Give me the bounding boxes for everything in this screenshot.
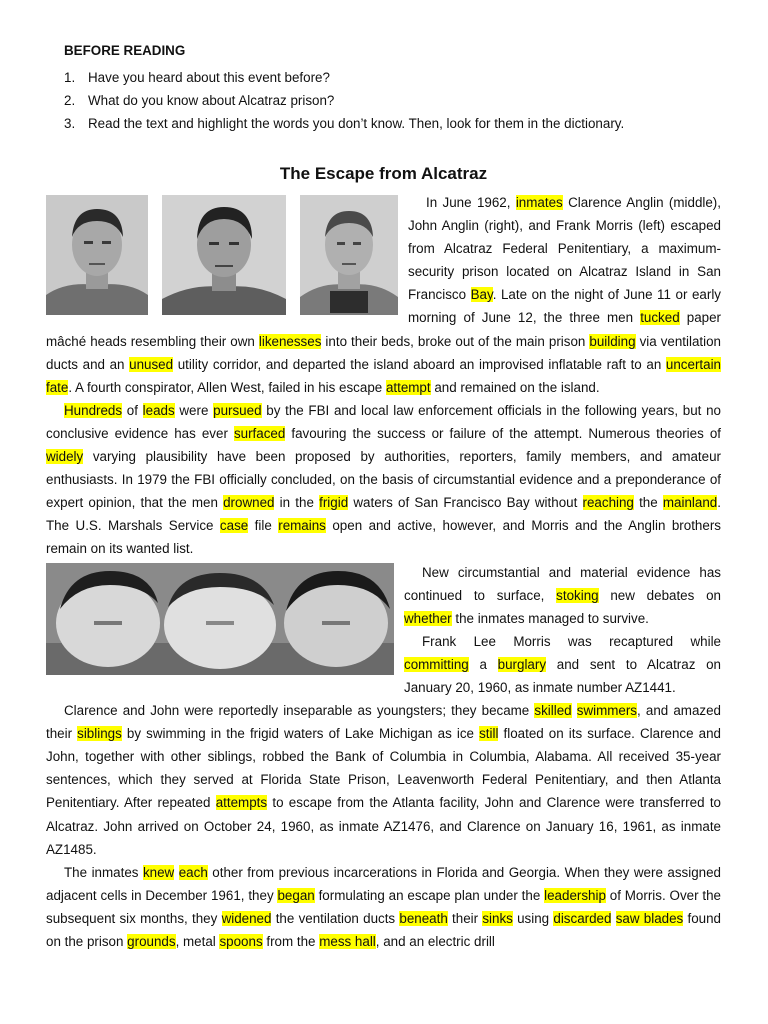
text-run: The inmates — [64, 864, 143, 880]
text-run: a — [468, 656, 498, 672]
text-run: open and active, however, and Morris and the Anglin brothers remain on its wanted list. — [46, 518, 721, 557]
highlighted-word: uncertain fate — [46, 356, 721, 395]
text-run: to escape from the Atlanta facility, John and Clarence were transferred to Alcatraz. John arrived on October 24, 1960, as inmate AZ1476, and Clarence on January 16, 1961, as inmate AZ1485. — [46, 795, 721, 857]
text-run: New circumstantial and material evidence has continued to surface, — [404, 564, 721, 603]
text-run: varying plausibility have been proposed by authorities, reporters, family members, and amateur enthusiasts. In 1979 the FBI officially concluded, on the basis of circumstantial evidence and a preponderance of expert opinion, that the men — [46, 449, 721, 511]
text-run: by the FBI and local law enforcement officials in the following years, but no conclusive evidence has ever — [46, 402, 722, 441]
text-run: Clarence Anglin (middle), John Anglin (right), and Frank Morris (left) escaped from Alcatraz Federal Penitentiary, a maximum-security prison located on Alcatraz Island in San Francisco — [408, 195, 721, 303]
highlighted-word: Bay — [470, 287, 493, 303]
text-run — [572, 703, 577, 718]
text-run: , and an electric drill — [375, 934, 495, 949]
text-run: . A fourth conspirator, Allen West, failed in his escape — [68, 379, 386, 395]
text-run: formulating an escape plan under the — [314, 887, 545, 903]
text-run: into their beds, broke out of the main prison — [321, 333, 590, 349]
highlighted-word: discarded — [553, 910, 612, 926]
text-run: were — [174, 402, 214, 418]
question-item: 1. Have you heard about this event before? — [64, 70, 330, 85]
question-list — [46, 66, 721, 135]
highlighted-word: stoking — [556, 587, 599, 603]
text-run: their — [447, 910, 483, 926]
text-run: waters of San Francisco Bay without — [348, 495, 583, 511]
highlighted-word: leads — [142, 402, 175, 418]
text-run: . The U.S. Marshals Service — [46, 495, 721, 534]
text-run: and sent to Alcatraz on January 20, 1960, as inmate number AZ1441. — [404, 656, 722, 695]
article-paragraph — [46, 191, 721, 399]
before-reading-title: BEFORE READING — [64, 43, 186, 58]
article-paragraph-group — [46, 561, 721, 700]
highlighted-word: beneath — [399, 910, 448, 926]
highlighted-word: remains — [278, 518, 326, 534]
highlighted-word: still — [479, 726, 499, 742]
highlighted-word: leadership — [544, 887, 606, 903]
text-run: , metal — [175, 934, 220, 949]
text-run: Clarence and John were reportedly inseparable as youngsters; they became — [64, 703, 535, 719]
highlighted-word: building — [589, 333, 636, 349]
text-run: new debates on — [598, 587, 721, 603]
mugshot-photos — [46, 195, 398, 317]
article-title: The Escape from Alcatraz — [279, 164, 488, 183]
highlighted-word: surfaced — [233, 425, 286, 441]
text-run: utility corridor, and departed the island aboard an improvised inflatable raft to an — [173, 356, 666, 372]
text-run: paper mâché heads resembling their own — [46, 310, 722, 349]
text-run: . Late on the night of June 11 or early morning of June 12, the three men — [408, 287, 721, 326]
mugshot-photo-clarence-anglin — [162, 195, 286, 315]
text-run: the ventilation ducts — [271, 910, 400, 926]
highlighted-word: mainland — [662, 495, 718, 511]
text-run: found on the prison — [46, 910, 721, 949]
dummy-heads-photo — [46, 563, 394, 675]
highlighted-word: widened — [221, 910, 272, 926]
highlighted-word: knew — [142, 864, 175, 880]
text-run: and remained on the island. — [430, 379, 600, 395]
text-run: from the — [262, 934, 320, 949]
highlighted-word: reaching — [582, 495, 634, 511]
article-paragraph — [46, 399, 721, 561]
text-run: , and amazed their — [46, 703, 721, 742]
mugshot-photo-morris — [46, 195, 148, 315]
highlighted-word: whether — [404, 610, 452, 626]
highlighted-word: tucked — [640, 310, 680, 326]
text-run: of — [122, 402, 143, 418]
text-run: favouring the success or failure of the attempt. Numerous theories of — [285, 425, 721, 441]
article-paragraph — [46, 699, 721, 861]
text-run: Frank Lee Morris was recaptured while — [422, 633, 721, 649]
highlighted-word: began — [277, 887, 315, 903]
text-run: floated on its surface. Clarence and John, together with other siblings, robbed the Bank of Columbia in Columbia, Alabama. All received 35-year sentences, which they served at Florida State Prison, Leavenworth Federal Penitentiary, and then Atlanta Penitentiary. After repeated — [46, 726, 721, 811]
highlighted-word: spoons — [219, 934, 263, 949]
highlighted-word: grounds — [127, 934, 176, 949]
text-run: the inmates managed to survive. — [451, 610, 649, 626]
highlighted-word: unused — [129, 356, 174, 372]
text-run: by swimming in the frigid waters of Lake Michigan as ice — [121, 726, 480, 742]
highlighted-word: inmates — [515, 195, 563, 210]
text-run: the — [633, 495, 663, 511]
question-item: 2. What do you know about Alcatraz prison? — [64, 93, 335, 108]
highlighted-word: drowned — [223, 495, 275, 511]
highlighted-word: swimmers — [576, 703, 638, 719]
highlighted-word: likenesses — [258, 333, 322, 349]
highlighted-word: sinks — [482, 910, 513, 926]
text-run: in the — [274, 495, 320, 511]
question-item: 3. Read the text and highlight the words you don’t know. Then, look for them in the dictionary. — [64, 116, 625, 131]
text-run: of Morris. Over the subsequent six months, they — [46, 887, 721, 926]
highlighted-word: Hundreds — [64, 402, 123, 418]
highlighted-word: pursued — [213, 402, 262, 418]
highlighted-word: burglary — [497, 656, 547, 672]
highlighted-word: mess hall — [319, 934, 376, 949]
highlighted-word: saw blades — [615, 910, 684, 926]
text-run: using — [512, 910, 554, 926]
highlighted-word: each — [178, 864, 208, 880]
text-run: file — [248, 518, 279, 534]
highlighted-word: frigid — [319, 495, 349, 511]
highlighted-word: widely — [46, 449, 84, 465]
highlighted-word: attempt — [385, 379, 431, 395]
worksheet-page — [46, 40, 721, 953]
text-run: via ventilation ducts and an — [46, 333, 721, 372]
text-run: other from previous incarcerations in Florida and Georgia. When they were assigned adjacent cells in December 1961, they — [46, 864, 721, 903]
highlighted-word: attempts — [215, 795, 268, 811]
highlighted-word: siblings — [77, 726, 122, 742]
text-run: In June 1962, — [426, 195, 516, 210]
highlighted-word: skilled — [534, 703, 572, 719]
highlighted-word: committing — [404, 656, 469, 672]
highlighted-word: case — [219, 518, 249, 534]
article-paragraph — [46, 861, 721, 953]
mugshot-photo-john-anglin — [300, 195, 398, 315]
